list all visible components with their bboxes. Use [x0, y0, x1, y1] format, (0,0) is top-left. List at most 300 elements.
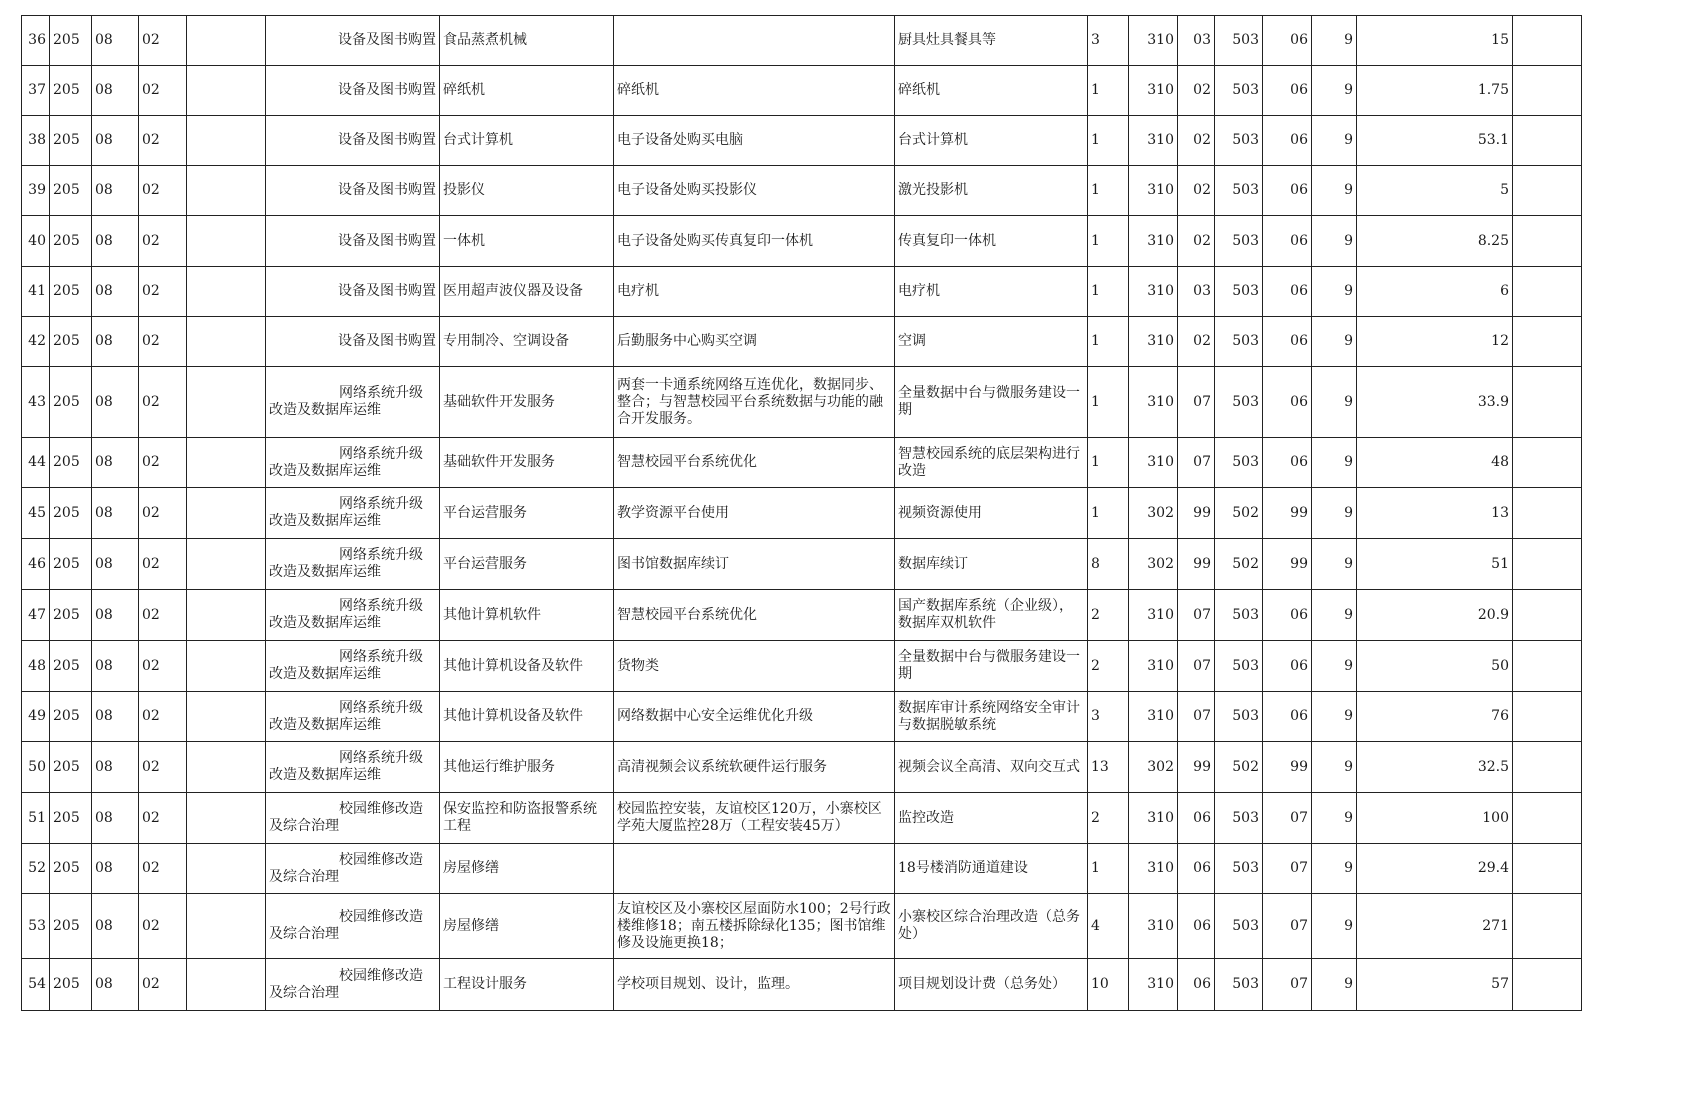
table-row: [22, 66, 1582, 116]
note-cell: [1513, 692, 1582, 742]
procurement-item-cell: 食品蒸煮机械: [440, 16, 614, 66]
quantity-cell: 3: [1088, 16, 1129, 66]
fund-source-cell: 9: [1312, 793, 1357, 844]
gov-econ-class-cell: 503: [1215, 590, 1263, 641]
quantity-cell: 1: [1088, 844, 1129, 894]
class-code-cell: 205: [50, 267, 92, 317]
quantity-cell: 2: [1088, 641, 1129, 692]
amount-cell: 57: [1357, 959, 1513, 1011]
gov-econ-class-cell: 503: [1215, 438, 1263, 488]
class-code-cell: 205: [50, 590, 92, 641]
table-row: [22, 692, 1582, 742]
table-row: [22, 267, 1582, 317]
content-cell: 传真复印一体机: [895, 216, 1088, 267]
project-category-cell: 设备及图书购置: [266, 267, 440, 317]
fund-source-cell: 9: [1312, 267, 1357, 317]
econ-class-cell: 310: [1129, 692, 1178, 742]
note-cell: [1513, 367, 1582, 438]
item-code-cell: 02: [139, 16, 187, 66]
quantity-cell: 1: [1088, 488, 1129, 539]
econ-subclass-cell: 07: [1178, 367, 1215, 438]
note-cell: [1513, 844, 1582, 894]
procurement-item-cell: 房屋修缮: [440, 844, 614, 894]
empty-cell: [187, 959, 266, 1011]
empty-cell: [187, 116, 266, 166]
fund-source-cell: 9: [1312, 116, 1357, 166]
type-code-cell: 08: [92, 66, 139, 116]
table-row: [22, 844, 1582, 894]
note-cell: [1513, 216, 1582, 267]
amount-cell: 6: [1357, 267, 1513, 317]
gov-econ-subclass-cell: 99: [1263, 742, 1312, 793]
class-code-cell: 205: [50, 16, 92, 66]
project-category-cell: 设备及图书购置: [266, 166, 440, 216]
gov-econ-subclass-cell: 06: [1263, 367, 1312, 438]
econ-class-cell: 310: [1129, 267, 1178, 317]
table-row: [22, 590, 1582, 641]
empty-cell: [187, 216, 266, 267]
fund-source-cell: 9: [1312, 590, 1357, 641]
amount-cell: 271: [1357, 894, 1513, 959]
econ-subclass-cell: 07: [1178, 438, 1215, 488]
table-row: [22, 488, 1582, 539]
item-code-cell: 02: [139, 959, 187, 1011]
description-cell: 高清视频会议系统软硬件运行服务: [614, 742, 895, 793]
econ-subclass-cell: 99: [1178, 488, 1215, 539]
note-cell: [1513, 16, 1582, 66]
note-cell: [1513, 793, 1582, 844]
content-cell: 厨具灶具餐具等: [895, 16, 1088, 66]
class-code-cell: 205: [50, 166, 92, 216]
row-index: 41: [22, 267, 50, 317]
amount-cell: 20.9: [1357, 590, 1513, 641]
econ-subclass-cell: 06: [1178, 959, 1215, 1011]
amount-cell: 8.25: [1357, 216, 1513, 267]
class-code-cell: 205: [50, 317, 92, 367]
project-category-cell: 设备及图书购置: [266, 116, 440, 166]
empty-cell: [187, 367, 266, 438]
project-category-cell: 设备及图书购置: [266, 66, 440, 116]
empty-cell: [187, 488, 266, 539]
empty-cell: [187, 692, 266, 742]
gov-econ-subclass-cell: 06: [1263, 438, 1312, 488]
quantity-cell: 1: [1088, 367, 1129, 438]
item-code-cell: 02: [139, 844, 187, 894]
type-code-cell: 08: [92, 742, 139, 793]
econ-class-cell: 310: [1129, 438, 1178, 488]
type-code-cell: 08: [92, 959, 139, 1011]
procurement-item-cell: 其他计算机设备及软件: [440, 692, 614, 742]
table-row: [22, 438, 1582, 488]
table-row: [22, 641, 1582, 692]
class-code-cell: 205: [50, 539, 92, 590]
empty-cell: [187, 539, 266, 590]
econ-class-cell: 310: [1129, 894, 1178, 959]
description-cell: 碎纸机: [614, 66, 895, 116]
class-code-cell: 205: [50, 488, 92, 539]
amount-cell: 48: [1357, 438, 1513, 488]
gov-econ-class-cell: 503: [1215, 267, 1263, 317]
table-row: [22, 539, 1582, 590]
row-index: 47: [22, 590, 50, 641]
type-code-cell: 08: [92, 844, 139, 894]
project-category-cell: 网络系统升级改造及数据库运维: [266, 438, 440, 488]
table-row: [22, 894, 1582, 959]
fund-source-cell: 9: [1312, 742, 1357, 793]
fund-source-cell: 9: [1312, 539, 1357, 590]
econ-subclass-cell: 07: [1178, 590, 1215, 641]
note-cell: [1513, 959, 1582, 1011]
gov-econ-subclass-cell: 06: [1263, 16, 1312, 66]
quantity-cell: 1: [1088, 116, 1129, 166]
content-cell: 全量数据中台与微服务建设一期: [895, 641, 1088, 692]
procurement-item-cell: 其他计算机软件: [440, 590, 614, 641]
econ-subclass-cell: 06: [1178, 793, 1215, 844]
fund-source-cell: 9: [1312, 317, 1357, 367]
empty-cell: [187, 267, 266, 317]
econ-class-cell: 310: [1129, 959, 1178, 1011]
type-code-cell: 08: [92, 590, 139, 641]
note-cell: [1513, 317, 1582, 367]
content-cell: 国产数据库系统（企业级），数据库双机软件: [895, 590, 1088, 641]
fund-source-cell: 9: [1312, 438, 1357, 488]
gov-econ-class-cell: 503: [1215, 216, 1263, 267]
type-code-cell: 08: [92, 894, 139, 959]
project-category-cell: 设备及图书购置: [266, 216, 440, 267]
quantity-cell: 2: [1088, 793, 1129, 844]
item-code-cell: 02: [139, 692, 187, 742]
amount-cell: 12: [1357, 317, 1513, 367]
type-code-cell: 08: [92, 539, 139, 590]
item-code-cell: 02: [139, 317, 187, 367]
econ-class-cell: 310: [1129, 590, 1178, 641]
type-code-cell: 08: [92, 438, 139, 488]
description-cell: 网络数据中心安全运维优化升级: [614, 692, 895, 742]
class-code-cell: 205: [50, 959, 92, 1011]
fund-source-cell: 9: [1312, 488, 1357, 539]
description-cell: 电子设备处购买传真复印一体机: [614, 216, 895, 267]
procurement-item-cell: 医用超声波仪器及设备: [440, 267, 614, 317]
procurement-item-cell: 平台运营服务: [440, 539, 614, 590]
econ-class-cell: 310: [1129, 793, 1178, 844]
content-cell: 项目规划设计费（总务处）: [895, 959, 1088, 1011]
quantity-cell: 13: [1088, 742, 1129, 793]
content-cell: 激光投影机: [895, 166, 1088, 216]
table-row: [22, 367, 1582, 438]
description-cell: 校园监控安装，友谊校区120万，小寨校区学苑大厦监控28万（工程安装45万）: [614, 793, 895, 844]
econ-subclass-cell: 07: [1178, 692, 1215, 742]
project-category-cell: 校园维修改造及综合治理: [266, 959, 440, 1011]
gov-econ-subclass-cell: 07: [1263, 959, 1312, 1011]
description-cell: 教学资源平台使用: [614, 488, 895, 539]
empty-cell: [187, 16, 266, 66]
amount-cell: 53.1: [1357, 116, 1513, 166]
row-index: 42: [22, 317, 50, 367]
quantity-cell: 8: [1088, 539, 1129, 590]
budget-table: [21, 15, 1582, 1011]
note-cell: [1513, 66, 1582, 116]
gov-econ-class-cell: 502: [1215, 488, 1263, 539]
project-category-cell: 设备及图书购置: [266, 317, 440, 367]
table-row: [22, 793, 1582, 844]
row-index: 53: [22, 894, 50, 959]
gov-econ-subclass-cell: 07: [1263, 844, 1312, 894]
amount-cell: 33.9: [1357, 367, 1513, 438]
note-cell: [1513, 166, 1582, 216]
econ-subclass-cell: 02: [1178, 166, 1215, 216]
content-cell: 电疗机: [895, 267, 1088, 317]
amount-cell: 100: [1357, 793, 1513, 844]
fund-source-cell: 9: [1312, 367, 1357, 438]
econ-class-cell: 302: [1129, 488, 1178, 539]
quantity-cell: 1: [1088, 267, 1129, 317]
class-code-cell: 205: [50, 66, 92, 116]
gov-econ-subclass-cell: 06: [1263, 116, 1312, 166]
content-cell: 监控改造: [895, 793, 1088, 844]
amount-cell: 51: [1357, 539, 1513, 590]
econ-subclass-cell: 03: [1178, 267, 1215, 317]
row-index: 37: [22, 66, 50, 116]
gov-econ-subclass-cell: 06: [1263, 317, 1312, 367]
econ-class-cell: 310: [1129, 641, 1178, 692]
description-cell: 后勤服务中心购买空调: [614, 317, 895, 367]
project-category-cell: 校园维修改造及综合治理: [266, 844, 440, 894]
quantity-cell: 1: [1088, 317, 1129, 367]
gov-econ-subclass-cell: 06: [1263, 641, 1312, 692]
procurement-item-cell: 一体机: [440, 216, 614, 267]
note-cell: [1513, 267, 1582, 317]
econ-subclass-cell: 03: [1178, 16, 1215, 66]
quantity-cell: 2: [1088, 590, 1129, 641]
gov-econ-class-cell: 503: [1215, 66, 1263, 116]
gov-econ-class-cell: 503: [1215, 16, 1263, 66]
fund-source-cell: 9: [1312, 216, 1357, 267]
item-code-cell: 02: [139, 166, 187, 216]
class-code-cell: 205: [50, 641, 92, 692]
class-code-cell: 205: [50, 742, 92, 793]
project-category-cell: 设备及图书购置: [266, 16, 440, 66]
econ-subclass-cell: 06: [1178, 844, 1215, 894]
gov-econ-class-cell: 503: [1215, 844, 1263, 894]
fund-source-cell: 9: [1312, 66, 1357, 116]
type-code-cell: 08: [92, 116, 139, 166]
description-cell: 学校项目规划、设计，监理。: [614, 959, 895, 1011]
class-code-cell: 205: [50, 844, 92, 894]
fund-source-cell: 9: [1312, 16, 1357, 66]
gov-econ-class-cell: 503: [1215, 894, 1263, 959]
gov-econ-subclass-cell: 06: [1263, 166, 1312, 216]
quantity-cell: 3: [1088, 692, 1129, 742]
amount-cell: 13: [1357, 488, 1513, 539]
type-code-cell: 08: [92, 267, 139, 317]
description-cell: 图书馆数据库续订: [614, 539, 895, 590]
econ-class-cell: 310: [1129, 166, 1178, 216]
item-code-cell: 02: [139, 894, 187, 959]
quantity-cell: 10: [1088, 959, 1129, 1011]
fund-source-cell: 9: [1312, 641, 1357, 692]
class-code-cell: 205: [50, 692, 92, 742]
note-cell: [1513, 488, 1582, 539]
gov-econ-subclass-cell: 07: [1263, 894, 1312, 959]
econ-subclass-cell: 99: [1178, 742, 1215, 793]
row-index: 48: [22, 641, 50, 692]
project-category-cell: 网络系统升级改造及数据库运维: [266, 641, 440, 692]
econ-class-cell: 310: [1129, 16, 1178, 66]
class-code-cell: 205: [50, 793, 92, 844]
table-row: [22, 742, 1582, 793]
type-code-cell: 08: [92, 16, 139, 66]
gov-econ-subclass-cell: 06: [1263, 590, 1312, 641]
content-cell: 18号楼消防通道建设: [895, 844, 1088, 894]
gov-econ-class-cell: 502: [1215, 539, 1263, 590]
note-cell: [1513, 641, 1582, 692]
row-index: 50: [22, 742, 50, 793]
description-cell: 电子设备处购买投影仪: [614, 166, 895, 216]
gov-econ-class-cell: 503: [1215, 692, 1263, 742]
gov-econ-class-cell: 503: [1215, 793, 1263, 844]
content-cell: 小寨校区综合治理改造（总务处）: [895, 894, 1088, 959]
content-cell: 数据库续订: [895, 539, 1088, 590]
project-category-cell: 网络系统升级改造及数据库运维: [266, 590, 440, 641]
content-cell: 台式计算机: [895, 116, 1088, 166]
gov-econ-subclass-cell: 06: [1263, 267, 1312, 317]
procurement-item-cell: 专用制冷、空调设备: [440, 317, 614, 367]
econ-class-cell: 310: [1129, 317, 1178, 367]
class-code-cell: 205: [50, 894, 92, 959]
quantity-cell: 1: [1088, 438, 1129, 488]
econ-class-cell: 302: [1129, 539, 1178, 590]
description-cell: 两套一卡通系统网络互连优化，数据同步、整合；与智慧校园平台系统数据与功能的融合开发服务。: [614, 367, 895, 438]
gov-econ-class-cell: 502: [1215, 742, 1263, 793]
class-code-cell: 205: [50, 116, 92, 166]
type-code-cell: 08: [92, 641, 139, 692]
type-code-cell: 08: [92, 367, 139, 438]
table-row: [22, 166, 1582, 216]
empty-cell: [187, 438, 266, 488]
row-index: 38: [22, 116, 50, 166]
econ-subclass-cell: 02: [1178, 216, 1215, 267]
fund-source-cell: 9: [1312, 959, 1357, 1011]
empty-cell: [187, 66, 266, 116]
content-cell: 智慧校园系统的底层架构进行改造: [895, 438, 1088, 488]
row-index: 45: [22, 488, 50, 539]
row-index: 54: [22, 959, 50, 1011]
row-index: 44: [22, 438, 50, 488]
amount-cell: 15: [1357, 16, 1513, 66]
item-code-cell: 02: [139, 438, 187, 488]
procurement-item-cell: 工程设计服务: [440, 959, 614, 1011]
description-cell: [614, 16, 895, 66]
item-code-cell: 02: [139, 267, 187, 317]
econ-subclass-cell: 06: [1178, 894, 1215, 959]
item-code-cell: 02: [139, 641, 187, 692]
amount-cell: 29.4: [1357, 844, 1513, 894]
item-code-cell: 02: [139, 367, 187, 438]
amount-cell: 50: [1357, 641, 1513, 692]
amount-cell: 32.5: [1357, 742, 1513, 793]
type-code-cell: 08: [92, 317, 139, 367]
table-row: [22, 216, 1582, 267]
note-cell: [1513, 742, 1582, 793]
note-cell: [1513, 116, 1582, 166]
row-index: 40: [22, 216, 50, 267]
project-category-cell: 网络系统升级改造及数据库运维: [266, 742, 440, 793]
type-code-cell: 08: [92, 793, 139, 844]
amount-cell: 1.75: [1357, 66, 1513, 116]
row-index: 43: [22, 367, 50, 438]
procurement-item-cell: 碎纸机: [440, 66, 614, 116]
empty-cell: [187, 894, 266, 959]
item-code-cell: 02: [139, 742, 187, 793]
note-cell: [1513, 894, 1582, 959]
note-cell: [1513, 590, 1582, 641]
description-cell: 智慧校园平台系统优化: [614, 590, 895, 641]
gov-econ-class-cell: 503: [1215, 641, 1263, 692]
empty-cell: [187, 641, 266, 692]
gov-econ-subclass-cell: 99: [1263, 488, 1312, 539]
econ-subclass-cell: 99: [1178, 539, 1215, 590]
table-row: [22, 317, 1582, 367]
econ-subclass-cell: 07: [1178, 641, 1215, 692]
row-index: 49: [22, 692, 50, 742]
item-code-cell: 02: [139, 539, 187, 590]
description-cell: 友谊校区及小寨校区屋面防水100；2号行政楼维修18；南五楼拆除绿化135；图书馆维修及设施更换18；: [614, 894, 895, 959]
procurement-item-cell: 保安监控和防盗报警系统工程: [440, 793, 614, 844]
type-code-cell: 08: [92, 488, 139, 539]
fund-source-cell: 9: [1312, 692, 1357, 742]
item-code-cell: 02: [139, 590, 187, 641]
content-cell: 碎纸机: [895, 66, 1088, 116]
project-category-cell: 网络系统升级改造及数据库运维: [266, 488, 440, 539]
procurement-item-cell: 台式计算机: [440, 116, 614, 166]
empty-cell: [187, 590, 266, 641]
row-index: 52: [22, 844, 50, 894]
content-cell: 视频会议全高清、双向交互式: [895, 742, 1088, 793]
item-code-cell: 02: [139, 793, 187, 844]
table-row: [22, 959, 1582, 1011]
type-code-cell: 08: [92, 216, 139, 267]
item-code-cell: 02: [139, 66, 187, 116]
empty-cell: [187, 317, 266, 367]
project-category-cell: 校园维修改造及综合治理: [266, 894, 440, 959]
project-category-cell: 校园维修改造及综合治理: [266, 793, 440, 844]
content-cell: 数据库审计系统网络安全审计与数据脱敏系统: [895, 692, 1088, 742]
content-cell: 全量数据中台与微服务建设一期: [895, 367, 1088, 438]
quantity-cell: 1: [1088, 166, 1129, 216]
procurement-item-cell: 基础软件开发服务: [440, 438, 614, 488]
gov-econ-subclass-cell: 06: [1263, 692, 1312, 742]
item-code-cell: 02: [139, 488, 187, 539]
class-code-cell: 205: [50, 438, 92, 488]
econ-class-cell: 310: [1129, 367, 1178, 438]
class-code-cell: 205: [50, 216, 92, 267]
econ-subclass-cell: 02: [1178, 116, 1215, 166]
amount-cell: 5: [1357, 166, 1513, 216]
procurement-item-cell: 投影仪: [440, 166, 614, 216]
gov-econ-class-cell: 503: [1215, 367, 1263, 438]
row-index: 36: [22, 16, 50, 66]
gov-econ-subclass-cell: 06: [1263, 66, 1312, 116]
gov-econ-class-cell: 503: [1215, 116, 1263, 166]
quantity-cell: 1: [1088, 216, 1129, 267]
project-category-cell: 网络系统升级改造及数据库运维: [266, 539, 440, 590]
econ-subclass-cell: 02: [1178, 66, 1215, 116]
empty-cell: [187, 166, 266, 216]
description-cell: [614, 844, 895, 894]
table-body: [22, 16, 1582, 1011]
fund-source-cell: 9: [1312, 894, 1357, 959]
econ-class-cell: 310: [1129, 844, 1178, 894]
